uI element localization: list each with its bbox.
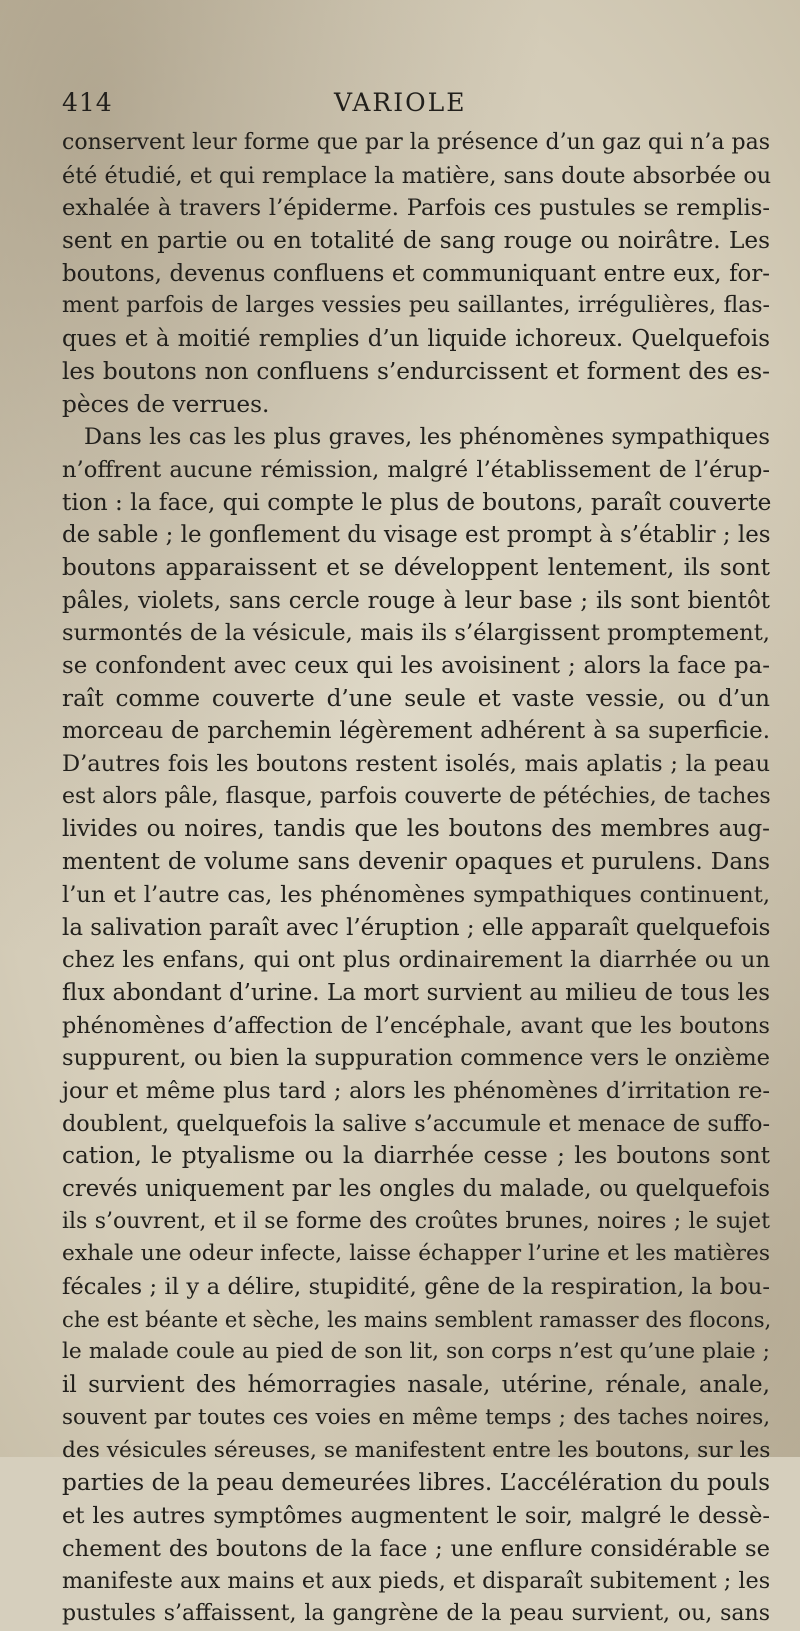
text-line: ques et à moitié remplies d’un liquide ichoreux. Quelquefois <box>62 326 770 353</box>
text-line: et les autres symptômes augmentent le soir, malgré le dessè- <box>62 1502 770 1529</box>
text-line: phénomènes d’affection de l’encéphale, avant que les boutons <box>62 1012 770 1039</box>
text-line: mentent de volume sans devenir opaques et purulens. Dans <box>62 848 770 876</box>
text-line: des vésicules séreuses, se manifestent entre les boutons, sur les <box>62 1437 771 1463</box>
text-line: jour et même plus tard ; alors les phénomènes d’irritation re- <box>62 1077 770 1104</box>
text-line: la salivation paraît avec l’éruption ; elle apparaît quelquefois <box>62 914 771 941</box>
text-line: de sable ; le gonflement du visage est prompt à s’établir ; les <box>62 522 771 549</box>
text-line: parties de la peau demeurées libres. L’accélération du pouls <box>62 1469 770 1497</box>
text-line: conservent leur forme que par la présence d’un gaz qui n’a pas <box>62 130 770 155</box>
text-line: pâles, violets, sans cercle rouge à leur base ; ils sont bientôt <box>62 587 770 614</box>
text-line: manifeste aux mains et aux pieds, et disparaît subitement ; les <box>62 1568 771 1595</box>
text-line: doublent, quelquefois la salive s’accumule et menace de suffo- <box>62 1110 770 1137</box>
text-line: souvent par toutes ces voies en même temps ; des taches noires, <box>62 1404 770 1430</box>
text-line: surmontés de la vésicule, mais ils s’élargissent promptement, <box>62 620 770 647</box>
text-line: raît comme couverte d’une seule et vaste vessie, ou d’un <box>62 684 770 712</box>
text-line: tion : la face, qui compte le plus de boutons, paraît couverte <box>62 488 772 516</box>
text-line: les boutons non confluens s’endurcissent et forment des es- <box>62 357 770 385</box>
text-line: cation, le ptyalisme ou la diarrhée cesse ; les boutons sont <box>62 1142 770 1170</box>
text-line: che est béante et sèche, les mains semblent ramasser des flocons, <box>62 1306 772 1332</box>
text-line: suppurent, ou bien la suppuration commence vers le onzième <box>62 1045 770 1072</box>
text-line: chez les enfans, qui ont plus ordinairement la diarrhée ou un <box>62 947 770 974</box>
text-line: boutons, devenus confluens et communiquant entre eux, for- <box>62 260 770 287</box>
text-line: l’un et l’autre cas, les phénomènes sympathiques continuent, <box>62 881 770 908</box>
text-line: chement des boutons de la face ; une enflure considérable se <box>62 1535 770 1562</box>
text-line: le malade coule au pied de son lit, son corps n’est qu’une plaie ; <box>62 1339 770 1365</box>
text-line: exhalée à travers l’épiderme. Parfois ces pustules se remplis- <box>62 195 770 222</box>
text-line: sent en partie ou en totalité de sang rouge ou noirâtre. Les <box>62 227 770 255</box>
text-line: est alors pâle, flasque, parfois couverte de pétéchies, de taches <box>62 783 771 809</box>
running-head <box>62 88 740 122</box>
running-title: VARIOLE <box>334 88 467 117</box>
text-line: ment parfois de larges vessies peu saillantes, irrégulières, flas- <box>62 293 770 319</box>
text-line: pustules s’affaissent, la gangrène de la peau survient, ou, sans <box>62 1600 770 1626</box>
text-line: été étudié, et qui remplace la matière, sans doute absorbée ou <box>62 162 772 189</box>
text-line: livides ou noires, tandis que les boutons des membres aug- <box>62 815 770 843</box>
text-line: exhale une odeur infecte, laisse échapper l’urine et les matières <box>62 1241 770 1267</box>
text-line: n’offrent aucune rémission, malgré l’établissement de l’érup- <box>62 456 770 483</box>
text-line: D’autres fois les boutons restent isolés, mais aplatis ; la peau <box>62 751 770 778</box>
text-line: morceau de parchemin légèrement adhérent à sa superficie. <box>62 718 770 745</box>
text-line: pèces de verrues. <box>62 390 270 418</box>
text-line: crevés uniquement par les ongles du malade, ou quelquefois <box>62 1176 770 1202</box>
text-line: Dans les cas les plus graves, les phénomènes sympathiques <box>84 424 770 451</box>
text-line: fécales ; il y a délire, stupidité, gêne de la respiration, la bou- <box>62 1274 770 1301</box>
text-line: se confondent avec ceux qui les avoisinent ; alors la face pa- <box>62 653 770 679</box>
text-line: boutons apparaissent et se développent lentement, ils sont <box>62 553 770 581</box>
page-number: 414 <box>62 88 113 117</box>
text-line: flux abondant d’urine. La mort survient au milieu de tous les <box>62 979 770 1006</box>
text-line: il survient des hémorragies nasale, utérine, rénale, anale, <box>62 1371 770 1399</box>
text-line: ils s’ouvrent, et il se forme des croûtes brunes, noires ; le sujet <box>62 1208 770 1234</box>
body-text <box>40 127 770 1631</box>
